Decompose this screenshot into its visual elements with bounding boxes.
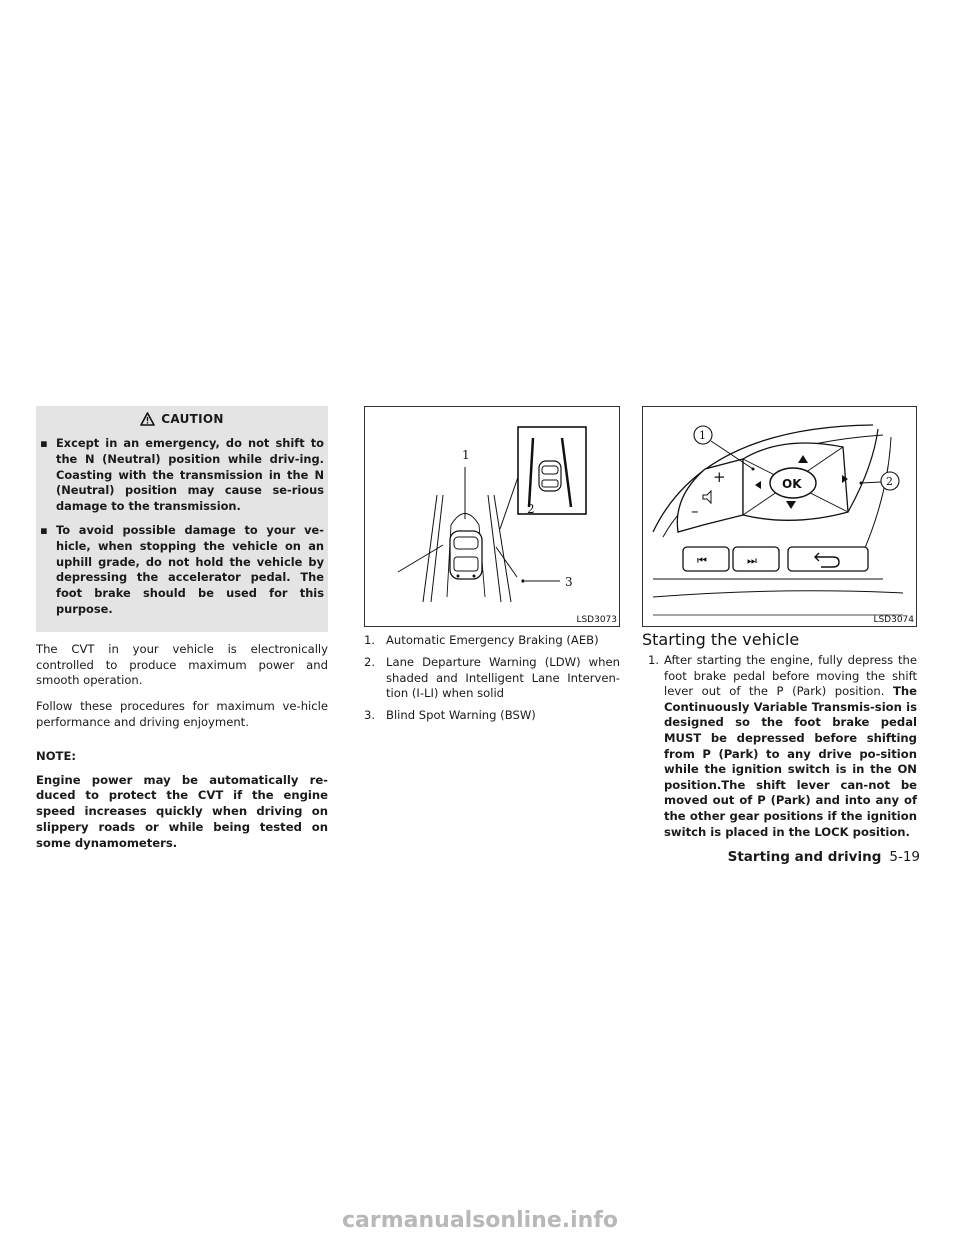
legend-number: 2. bbox=[364, 654, 376, 669]
caution-item-text: To avoid possible damage to your ve-hicle, when stopping the vehicle on an uphill grade, do not hold the vehicle by depressing the accelerator pedal. The foot brake should be used for this purpose. bbox=[56, 522, 324, 616]
step-bold-text: The Continuously Variable Transmis-sion is designed so the foot brake pedal MUST be depressed before shifting from P (Park) to any drive po-sition while the ignition switch is in the ON position.The shift lever can-not be moved out of P (Park) and into any of the other gear positions if the ignition switch is placed in the LOCK position. bbox=[664, 684, 918, 839]
legend-item bbox=[364, 708, 620, 724]
bullet-icon: ▪ bbox=[40, 436, 48, 450]
caution-item bbox=[40, 523, 324, 618]
callout-1: 1 bbox=[462, 448, 470, 462]
figure-code: LSD3074 bbox=[873, 615, 914, 625]
svg-text:+: + bbox=[713, 468, 726, 486]
section-title: Starting the vehicle bbox=[642, 630, 800, 649]
figure-legend-list bbox=[364, 633, 620, 724]
svg-text:⏮: ⏮ bbox=[697, 554, 707, 567]
driver-assist-figure bbox=[364, 406, 620, 627]
steps-list bbox=[642, 653, 917, 840]
page-number: 5-19 bbox=[889, 849, 920, 865]
left-column bbox=[36, 406, 328, 852]
caution-box bbox=[36, 406, 328, 632]
legend-number: 1. bbox=[364, 633, 376, 647]
legend-number: 3. bbox=[364, 708, 376, 723]
procedures-paragraph: Follow these procedures for maximum ve-hicle performance and driving enjoyment. bbox=[36, 699, 328, 729]
callout-3: 3 bbox=[565, 575, 573, 589]
steering-switch-illustration bbox=[643, 407, 916, 626]
legend-text: Blind Spot Warning (BSW) bbox=[386, 708, 536, 723]
warning-icon bbox=[140, 412, 155, 426]
right-column bbox=[642, 406, 917, 840]
ok-label: OK bbox=[782, 477, 802, 491]
bullet-icon: ▪ bbox=[40, 522, 48, 537]
callout-2: 2 bbox=[527, 502, 535, 516]
caution-list bbox=[40, 436, 324, 618]
svg-text:–: – bbox=[691, 502, 699, 520]
legend-text: Lane Departure Warning (LDW) when shaded and Intelligent Lane Interven-tion (I-LI) when solid bbox=[386, 654, 620, 701]
step-item bbox=[642, 653, 917, 840]
callout-1: 1 bbox=[699, 429, 706, 442]
caution-item bbox=[40, 436, 324, 515]
step-text: After starting the engine, fully depress the foot brake pedal before moving the shift lever out of the P (Park) position. bbox=[664, 653, 917, 699]
step-number: 1. bbox=[648, 653, 660, 667]
note-text: Engine power may be automatically re-duced to protect the CVT if the engine speed increases quickly when driving on slippery roads or while being tested on some dynamometers. bbox=[36, 772, 328, 850]
driver-assist-illustration bbox=[365, 407, 619, 626]
legend-item bbox=[364, 655, 620, 702]
page-footer bbox=[690, 849, 920, 865]
middle-column bbox=[364, 406, 620, 730]
svg-text:⏭: ⏭ bbox=[747, 554, 757, 567]
figure-code: LSD3073 bbox=[576, 615, 617, 625]
note-label: NOTE: bbox=[36, 748, 77, 763]
cvt-paragraph: The CVT in your vehicle is electronically controlled to produce maximum power and smooth operation. bbox=[36, 641, 328, 688]
caution-title: CAUTION bbox=[161, 412, 224, 426]
caution-item-text: Except in an emergency, do not shift to the N (Neutral) position while driv-ing. Coasting with the transmission in the N (Neutral) position may cause se-rious damage to the transmission. bbox=[56, 436, 324, 514]
legend-text: Automatic Emergency Braking (AEB) bbox=[386, 633, 599, 647]
callout-2: 2 bbox=[886, 475, 893, 488]
footer-section: Starting and driving bbox=[727, 849, 882, 865]
legend-item bbox=[364, 633, 620, 649]
watermark: carmanualsonline.info bbox=[342, 1208, 618, 1233]
steering-switch-figure bbox=[642, 406, 917, 627]
caution-header bbox=[40, 410, 324, 436]
